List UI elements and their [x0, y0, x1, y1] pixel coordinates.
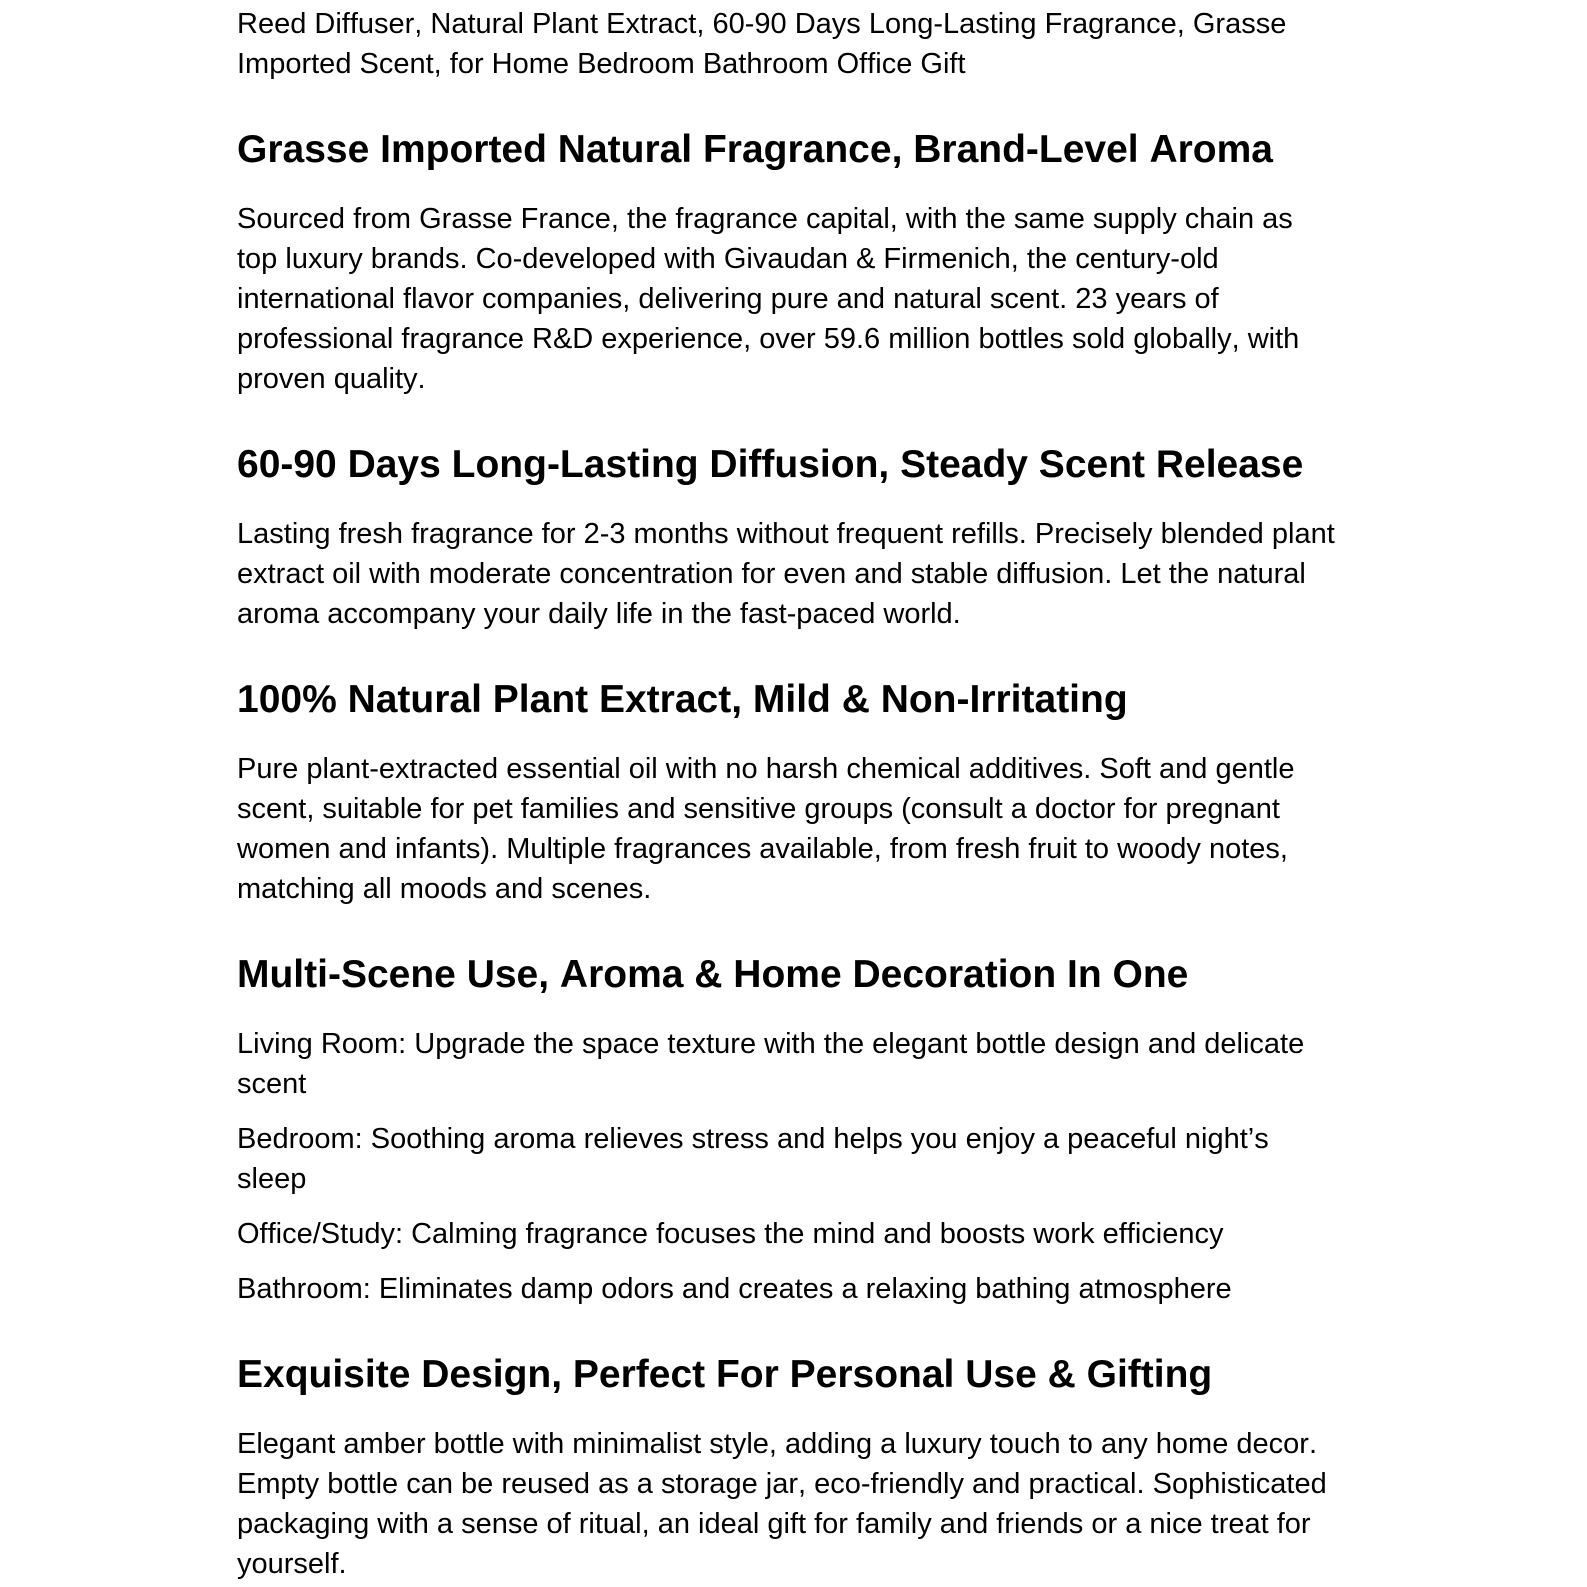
body-paragraph-bedroom: Bedroom: Soothing aroma relieves stress and helps you enjoy a peaceful night’s sleep — [237, 1123, 1269, 1195]
body-paragraph: Elegant amber bottle with minimalist style, adding a luxury touch to any home decor. Empty bottle can be reused as a storage jar, eco-friendly and practical. Sophisticated packaging with a sense of ritual, an ideal gift for family and friends or a nice treat for yourself. — [237, 1428, 1327, 1580]
section-heading-natural-plant-extract: 100% Natural Plant Extract, Mild & Non-Irritating — [237, 678, 1128, 721]
section-grasse-fragrance — [237, 126, 1337, 399]
section-multi-scene-use — [237, 951, 1337, 1309]
section-longlasting-diffusion — [237, 441, 1337, 634]
body-paragraph: Sourced from Grasse France, the fragrance capital, with the same supply chain as top luxury brands. Co-developed with Givaudan & Firmenich, the century-old international flavor companies, delivering pure and natural scent. 23 years of professional fragrance R&D experience, over 59.6 million bottles sold globally, with proven quality. — [237, 203, 1300, 395]
body-paragraph-office-study: Office/Study: Calming fragrance focuses the mind and boosts work efficiency — [237, 1218, 1224, 1250]
section-heading-multi-scene-use: Multi-Scene Use, Aroma & Home Decoration In One — [237, 953, 1189, 996]
intro-paragraph: Reed Diffuser, Natural Plant Extract, 60-90 Days Long-Lasting Fragrance, Grasse Imported Scent, for Home Bedroom Bathroom Office Gift — [237, 8, 1287, 80]
body-paragraph-bathroom: Bathroom: Eliminates damp odors and creates a relaxing bathing atmosphere — [237, 1273, 1232, 1305]
section-heading-grasse-fragrance: Grasse Imported Natural Fragrance, Brand-Level Aroma — [237, 128, 1273, 171]
section-exquisite-design — [237, 1351, 1337, 1584]
body-paragraph-living-room: Living Room: Upgrade the space texture with the elegant bottle design and delicate scent — [237, 1028, 1305, 1100]
section-natural-plant-extract — [237, 676, 1337, 909]
section-heading-longlasting-diffusion: 60-90 Days Long-Lasting Diffusion, Steady Scent Release — [237, 443, 1304, 486]
section-heading-exquisite-design: Exquisite Design, Perfect For Personal Use & Gifting — [237, 1353, 1213, 1396]
body-paragraph: Pure plant-extracted essential oil with no harsh chemical additives. Soft and gentle scent, suitable for pet families and sensitive groups (consult a doctor for pregnant women and infants). Multiple fragrances available, from fresh fruit to woody notes, matching all moods and scenes. — [237, 753, 1295, 905]
body-paragraph: Lasting fresh fragrance for 2-3 months without frequent refills. Precisely blended plant extract oil with moderate concentration for even and stable diffusion. Let the natural aroma accompany your daily life in the fast-paced world. — [237, 518, 1335, 630]
